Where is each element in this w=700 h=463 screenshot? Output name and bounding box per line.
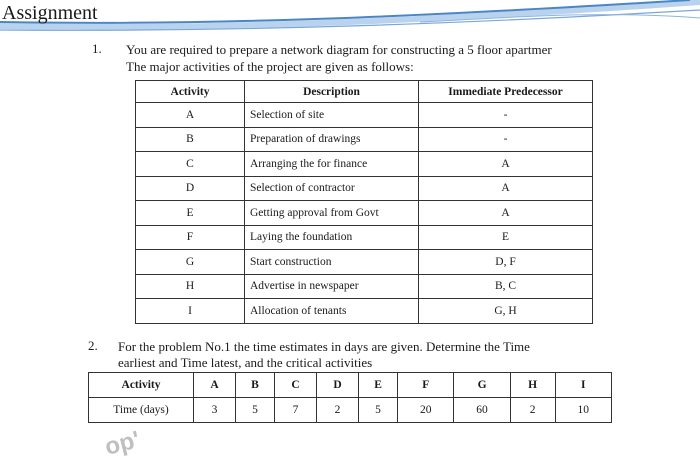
activity-cell: B — [136, 127, 245, 152]
activity-header-cell: E — [358, 373, 397, 398]
table-row — [136, 250, 593, 275]
activity-cell: C — [136, 152, 245, 177]
time-cell: 3 — [194, 398, 236, 423]
page-title: Assignment — [2, 2, 98, 24]
question-2-number: 2. — [88, 338, 98, 353]
predecessor-cell: - — [419, 127, 593, 152]
table-row — [136, 201, 593, 226]
table-row — [136, 274, 593, 299]
time-table-values-row — [89, 398, 612, 423]
description-cell: Start construction — [245, 250, 419, 275]
predecessor-cell: B, C — [419, 274, 593, 299]
question-2-line-2: earliest and Time latest, and the critical activities — [118, 355, 373, 370]
description-cell: Selection of site — [245, 103, 419, 128]
question-1-number: 1. — [92, 41, 102, 56]
activity-header-cell: H — [510, 373, 555, 398]
table-row — [136, 152, 593, 177]
predecessor-cell: A — [419, 176, 593, 201]
predecessor-cell: A — [419, 201, 593, 226]
activities-table-header — [136, 81, 593, 103]
activity-header-cell: I — [555, 373, 611, 398]
row-label-time: Time (days) — [89, 398, 194, 423]
description-cell: Laying the foundation — [245, 225, 419, 250]
activity-header-cell: B — [235, 373, 274, 398]
activity-cell: H — [136, 274, 245, 299]
table-row — [136, 127, 593, 152]
description-cell: Arranging the for finance — [245, 152, 419, 177]
time-cell: 60 — [454, 398, 510, 423]
header-description: Description — [245, 81, 419, 103]
activity-header-cell: A — [194, 373, 236, 398]
activities-table — [135, 80, 593, 324]
activity-cell: E — [136, 201, 245, 226]
description-cell: Selection of contractor — [245, 176, 419, 201]
predecessor-cell: G, H — [419, 299, 593, 324]
activity-cell: G — [136, 250, 245, 275]
activity-cell: D — [136, 176, 245, 201]
time-cell: 10 — [555, 398, 611, 423]
description-cell: Allocation of tenants — [245, 299, 419, 324]
time-cell: 2 — [317, 398, 359, 423]
activity-cell: A — [136, 103, 245, 128]
time-table-header-row — [89, 373, 612, 398]
activity-cell: I — [136, 299, 245, 324]
table-row — [136, 176, 593, 201]
description-cell: Getting approval from Govt — [245, 201, 419, 226]
question-2-line-1: For the problem No.1 the time estimates in days are given. Determine the Time — [118, 339, 530, 354]
header-predecessor: Immediate Predecessor — [419, 81, 593, 103]
description-cell: Advertise in newspaper — [245, 274, 419, 299]
predecessor-cell: A — [419, 152, 593, 177]
table-row — [136, 103, 593, 128]
time-cell: 20 — [398, 398, 454, 423]
time-cell: 5 — [235, 398, 274, 423]
activity-header-cell: D — [317, 373, 359, 398]
table-row — [136, 299, 593, 324]
predecessor-cell: D, F — [419, 250, 593, 275]
header-activity: Activity — [136, 81, 245, 103]
question-1-line-1: You are required to prepare a network diagram for constructing a 5 floor apartmer — [126, 42, 552, 57]
activity-header-cell: C — [275, 373, 317, 398]
time-cell: 7 — [275, 398, 317, 423]
table-row — [136, 225, 593, 250]
description-cell: Preparation of drawings — [245, 127, 419, 152]
time-cell: 2 — [510, 398, 555, 423]
predecessor-cell: E — [419, 225, 593, 250]
activity-header-cell: G — [454, 373, 510, 398]
activity-header-cell: F — [398, 373, 454, 398]
predecessor-cell: - — [419, 103, 593, 128]
header-swoosh-decoration — [0, 0, 700, 40]
time-estimates-table — [88, 372, 612, 423]
header-activity: Activity — [89, 373, 194, 398]
time-cell: 5 — [358, 398, 397, 423]
activity-cell: F — [136, 225, 245, 250]
question-1-line-2: The major activities of the project are given as follows: — [126, 59, 414, 74]
faded-scribble-text: op' — [102, 426, 143, 461]
